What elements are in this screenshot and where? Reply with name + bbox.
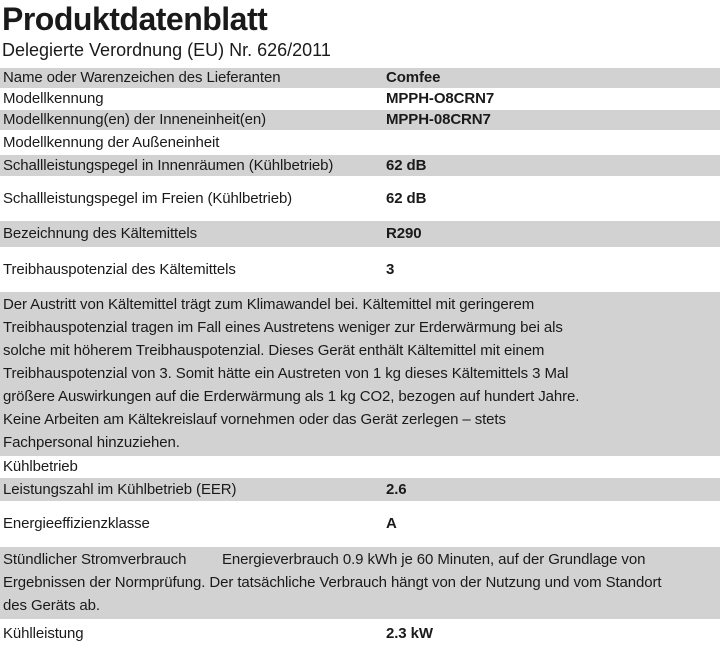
row-label: Energieeffizienzklasse [3,515,150,532]
row-value: 3 [386,260,395,278]
hourly-consumption-label: Stündlicher Stromverbrauch [3,551,187,568]
note-line: Keine Arbeiten am Kältekreislauf vornehmen oder das Gerät zerlegen – stets [3,411,506,428]
section-label: Kühlbetrieb [3,458,78,475]
note-line: Fachpersonal hinzuziehen. [3,434,180,451]
note-line [3,548,716,571]
row-label: Schallleistungspegel in Innenräumen (Kühlbetrieb) [3,156,334,174]
table-row-model [0,88,720,110]
hourly-consumption-note [0,547,720,619]
table-row-energy-class [0,501,720,547]
row-value: R290 [386,225,422,242]
note-line: größere Auswirkungen auf die Erderwärmung als 1 kg CO2, bezogen auf hundert Jahre. [3,388,580,405]
table-row-eer [0,478,720,501]
row-label: Treibhauspotenzial des Kältemittels [3,260,236,278]
row-label: Kühlleistung [3,625,84,642]
row-label: Modellkennung [3,90,104,107]
table-row-indoor-model [0,110,720,130]
row-value: MPPH-O8CRN7 [386,90,495,107]
table-row-cooling-capacity [0,619,720,649]
row-label: Modellkennung(en) der Inneneinheit(en) [3,111,267,128]
row-value: 2.6 [386,480,407,498]
regulation-subtitle: Delegierte Verordnung (EU) Nr. 626/2011 [2,40,331,60]
row-value: 2.3 kW [386,625,433,642]
row-value: 62 dB [386,189,427,207]
row-value: MPPH-08CRN7 [386,111,491,128]
note-line: Treibhauspotenzial von 3. Somit hätte ein Austreten von 1 kg dieses Kältemittels 3 Mal [3,365,569,382]
table-row-refrigerant-name [0,221,720,247]
note-line: Ergebnissen der Normprüfung. Der tatsächliche Verbrauch hängt von der Nutzung und vom Standort [3,574,662,591]
row-label: Bezeichnung des Kältemittels [3,225,197,242]
note-line: solche mit höherem Treibhauspotenzial. Dieses Gerät enthält Kältemittel mit einem [3,342,545,359]
note-line: Treibhauspotenzial tragen im Fall eines Austretens weniger zur Erderwärmung bei als [3,319,563,336]
section-header-cooling [0,456,720,478]
row-label: Name oder Warenzeichen des Lieferanten [3,69,281,86]
note-line: Der Austritt von Kältemittel trägt zum Klimawandel bei. Kältemittel mit geringerem [3,296,535,313]
table-row-supplier [0,68,720,88]
table-row-sound-indoor [0,155,720,176]
table-row-sound-outdoor [0,176,720,221]
row-value: Comfee [386,69,441,86]
refrigerant-note [0,292,720,456]
row-label: Leistungszahl im Kühlbetrieb (EER) [3,480,237,498]
row-label: Schallleistungspegel im Freien (Kühlbetrieb) [3,189,293,207]
hourly-consumption-text: Energieverbrauch 0.9 kWh je 60 Minuten, auf der Grundlage von [222,551,646,568]
table-row-outdoor-model [0,130,720,155]
row-value: 62 dB [386,156,427,174]
note-line: des Geräts ab. [3,597,100,614]
row-label: Modellkennung der Außeneinheit [3,133,220,151]
page-title: Produktdatenblatt [2,1,268,37]
row-value: A [386,515,397,532]
table-row-gwp [0,247,720,292]
